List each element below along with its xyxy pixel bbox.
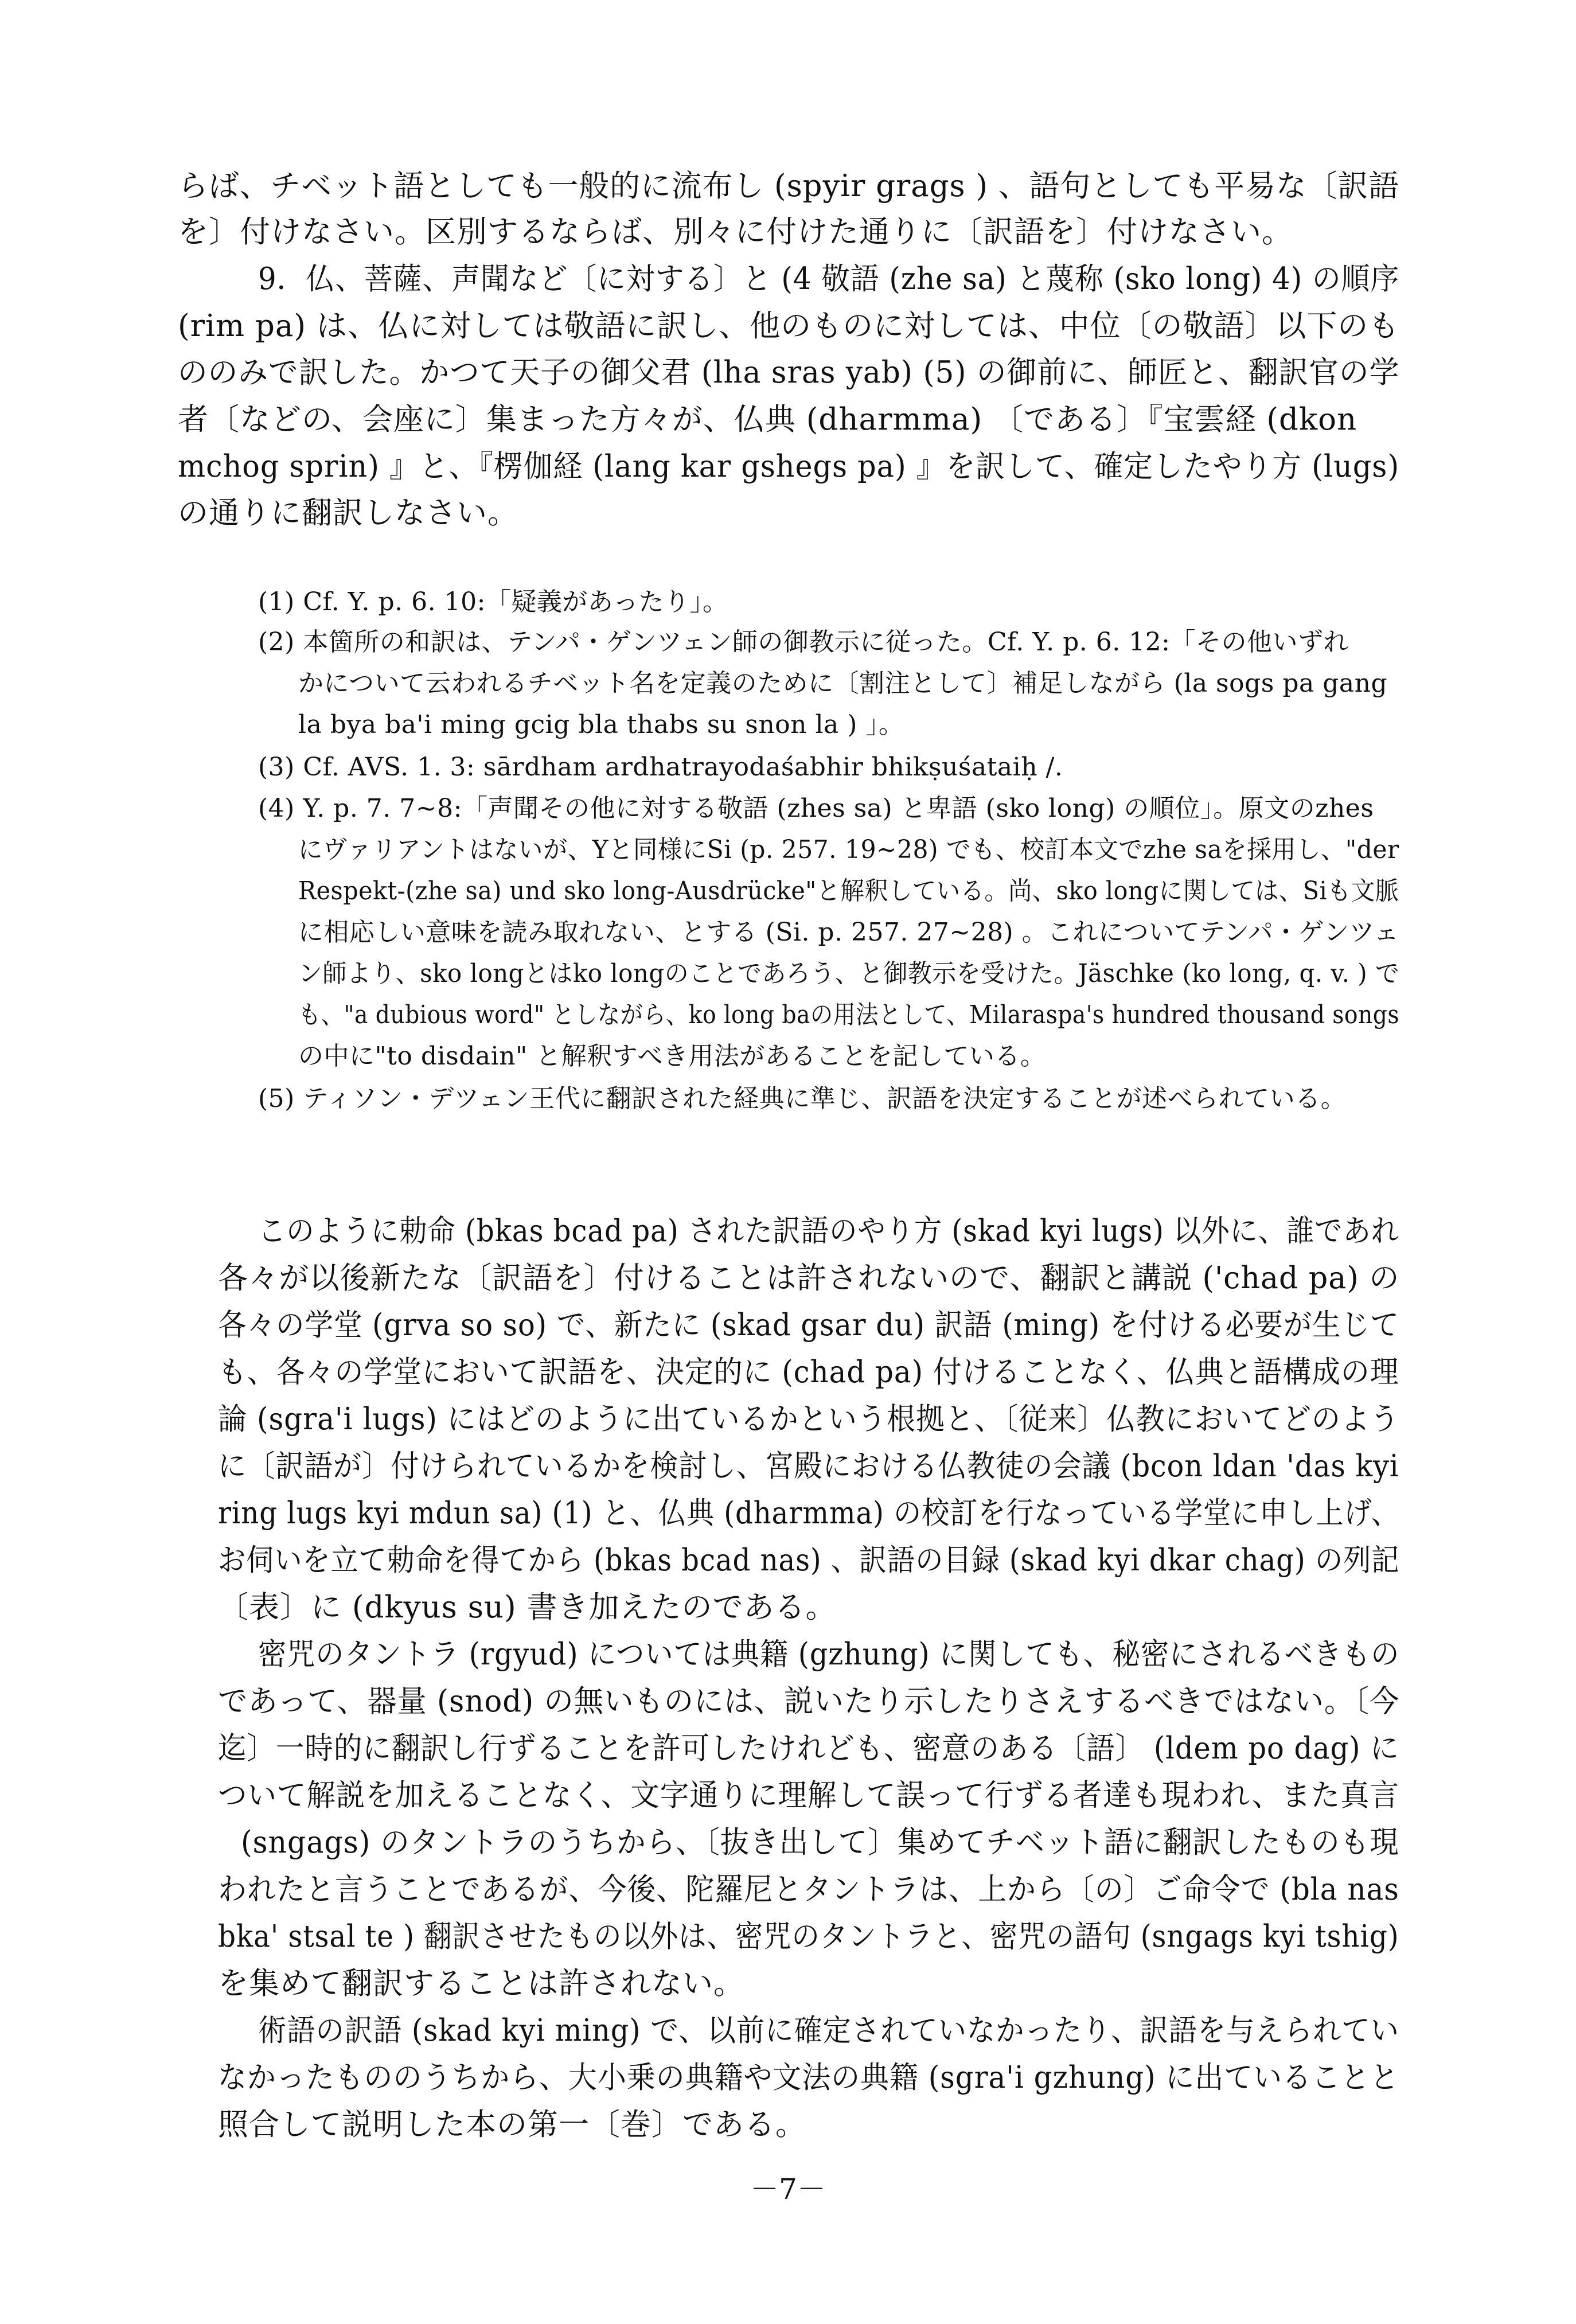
paragraph-bottom-line: お伺いを立て勅命を得てから (bkas bcad nas) 、訳語の目録 (skad kyi dkar chag) の列記 (218, 1543, 1400, 1578)
paragraph-bottom-line: 密咒のタントラ (rgyud) については典籍 (gzhung) に関しても、秘密にされるべきもの (258, 1637, 1400, 1672)
footnote-4-line: にヴァリアントはないが、Yと同様にSi (p. 257. 19~28) でも、校訂本文でzhe saを採用し、"der (298, 835, 1399, 864)
paragraph-bottom-line: 論 (sgra'i lugs) にはどのように出ているかという根拠と、〔従来〕仏教においてどのよう (218, 1402, 1400, 1437)
paragraph-top-line: 者〔などの、会座に〕集まった方々が、仏典 (dharmma) 〔である〕『宝雲経 (dkon (178, 402, 1357, 437)
paragraph-bottom-line: であって、器量 (snod) の無いものには、説いたり示したりさえするべきではない。〔今 (218, 1684, 1400, 1719)
paragraph-bottom-line: ついて解説を加えることなく、文字通りに理解して誤って行ずる者達も現われ、また真言 (218, 1778, 1400, 1813)
paragraph-top-line: 9．仏、菩薩、声聞など〔に対する〕と (4 敬語 (zhe sa) と蔑称 (sko long) 4) の順序 (258, 262, 1400, 297)
paragraph-bottom-line: 迄〕一時的に翻訳し行ずることを許可したけれども、密意のある〔語〕 (ldem po dag) に (218, 1731, 1399, 1766)
footnote-1-line: (1) Cf. Y. p. 6. 10:「疑義があったり」。 (258, 587, 728, 617)
paragraph-bottom-line: 術語の訳語 (skad kyi ming) で、以前に確定されていなかったり、訳語を与えられてい (258, 2013, 1399, 2048)
paragraph-bottom-line: 各々が以後新たな〔訳語を〕付けることは許されないので、翻訳と講説 ('chad pa) の (218, 1261, 1400, 1296)
paragraph-bottom-line: このように勅命 (bkas bcad pa) された訳語のやり方 (skad kyi lugs) 以外に、誰であれ (258, 1214, 1400, 1249)
footnote-2-line: かについて云われるチベット名を定義のために〔割注として〕補足しながら (la sogs pa gang (298, 669, 1388, 698)
paragraph-top-line: (rim pa) は、仏に対しては敬語に訳し、他のものに対しては、中位〔の敬語〕以下のも (178, 309, 1400, 344)
paragraph-bottom-line: なかったもののうちから、大小乗の典籍や文法の典籍 (sgra'i gzhung) に出ていることと (218, 2060, 1399, 2095)
paragraph-top-line: mchog sprin) 』と、『楞伽経 (lang kar gshegs pa) 』を訳して、確定したやり方 (lugs) (178, 449, 1400, 484)
paragraph-top-line: の通りに翻訳しなさい。 (178, 496, 518, 531)
footnote-4-line: Respekt-(zhe sa) und sko long-Ausdrücke"と解釈している。尚、sko longに関しては、Siも文脈 (298, 876, 1399, 906)
footnote-4-line: に相応しい意味を読み取れない、とする (Si. p. 257. 27~28) 。これについてテンパ・ゲンツェ (298, 918, 1399, 947)
paragraph-bottom-line: bka' stsal te ) 翻訳させたもの以外は、密咒のタントラと、密咒の語句 (sngags kyi tshig) (218, 1919, 1399, 1954)
footnote-3-line: (3) Cf. AVS. 1. 3: sārdham ardhatrayodaśabhir bhikṣuśataiḥ /. (258, 752, 1063, 782)
paragraph-bottom-line: われたと言うことであるが、今後、陀羅尼とタントラは、上から〔の〕ご命令で (bla nas (218, 1872, 1399, 1907)
paragraph-bottom-line: を集めて翻訳することは許されない。 (218, 1966, 744, 2001)
footnote-4-line: も、"a dubious word" としながら、ko long baの用法として、Milaraspa's hundred thousand songs (298, 1000, 1399, 1030)
paragraph-bottom-line: (sngags) のタントラのうちから、〔抜き出して〕集めてチベット語に翻訳したものも現 (241, 1825, 1399, 1860)
paragraph-top-line: らば、チベット語としても一般的に流布し (spyir grags ) 、語句としても平易な〔訳語 (178, 169, 1400, 204)
paragraph-bottom-line: 〔表〕に (dkyus su) 書き加えたのである。 (218, 1590, 837, 1625)
footnote-4-line: (4) Y. p. 7. 7~8:「声聞その他に対する敬語 (zhes sa) と卑語 (sko long) の順位」。原文のzhes (258, 794, 1374, 823)
footnote-4-line: の中に"to disdain" と解釈すべき用法があることを記している。 (298, 1042, 1046, 1071)
paragraph-bottom-line: ring lugs kyi mdun sa) (1) と、仏典 (dharmma) の校訂を行なっている学堂に申し上げ、 (218, 1496, 1399, 1531)
footnote-5-line: (5) ティソン・デツェン王代に翻訳された経典に準じ、訳語を決定することが述べられている。 (258, 1084, 1347, 1113)
footnote-4-line: ン師より、sko longとはko longのことであろう、と御教示を受けた。Jäschke (ko long, q. v. ) で (298, 959, 1400, 988)
paragraph-bottom-line: 各々の学堂 (grva so so) で、新たに (skad gsar du) 訳語 (ming) を付ける必要が生じて (218, 1308, 1399, 1343)
footnote-2-line: (2) 本箇所の和訳は、テンパ・ゲンツェン師の御教示に従った。Cf. Y. p. 6. 12:「その他いずれ (258, 627, 1349, 657)
paragraph-bottom-line: も、各々の学堂において訳語を、決定的に (chad pa) 付けることなく、仏典と語構成の理 (218, 1355, 1399, 1390)
footnote-2-line: la bya ba'i ming gcig bla thabs su snon la ) 」。 (298, 710, 904, 739)
paragraph-bottom-line: に〔訳語が〕付けられているかを検討し、宮殿における仏教徒の会議 (bcon ldan 'das kyi (218, 1449, 1399, 1484)
paragraph-top-line: を〕付けなさい。区別するならば、別々に付けた通りに〔訳語を〕付けなさい。 (178, 215, 1293, 249)
paragraph-top-line: ののみで訳した。かつて天子の御父君 (lha sras yab) (5) の御前に、師匠と、翻訳官の学 (178, 355, 1400, 390)
page-number: －7－ (750, 2173, 826, 2206)
paragraph-bottom-line: 照合して説明した本の第一〔巻〕である。 (218, 2107, 806, 2142)
